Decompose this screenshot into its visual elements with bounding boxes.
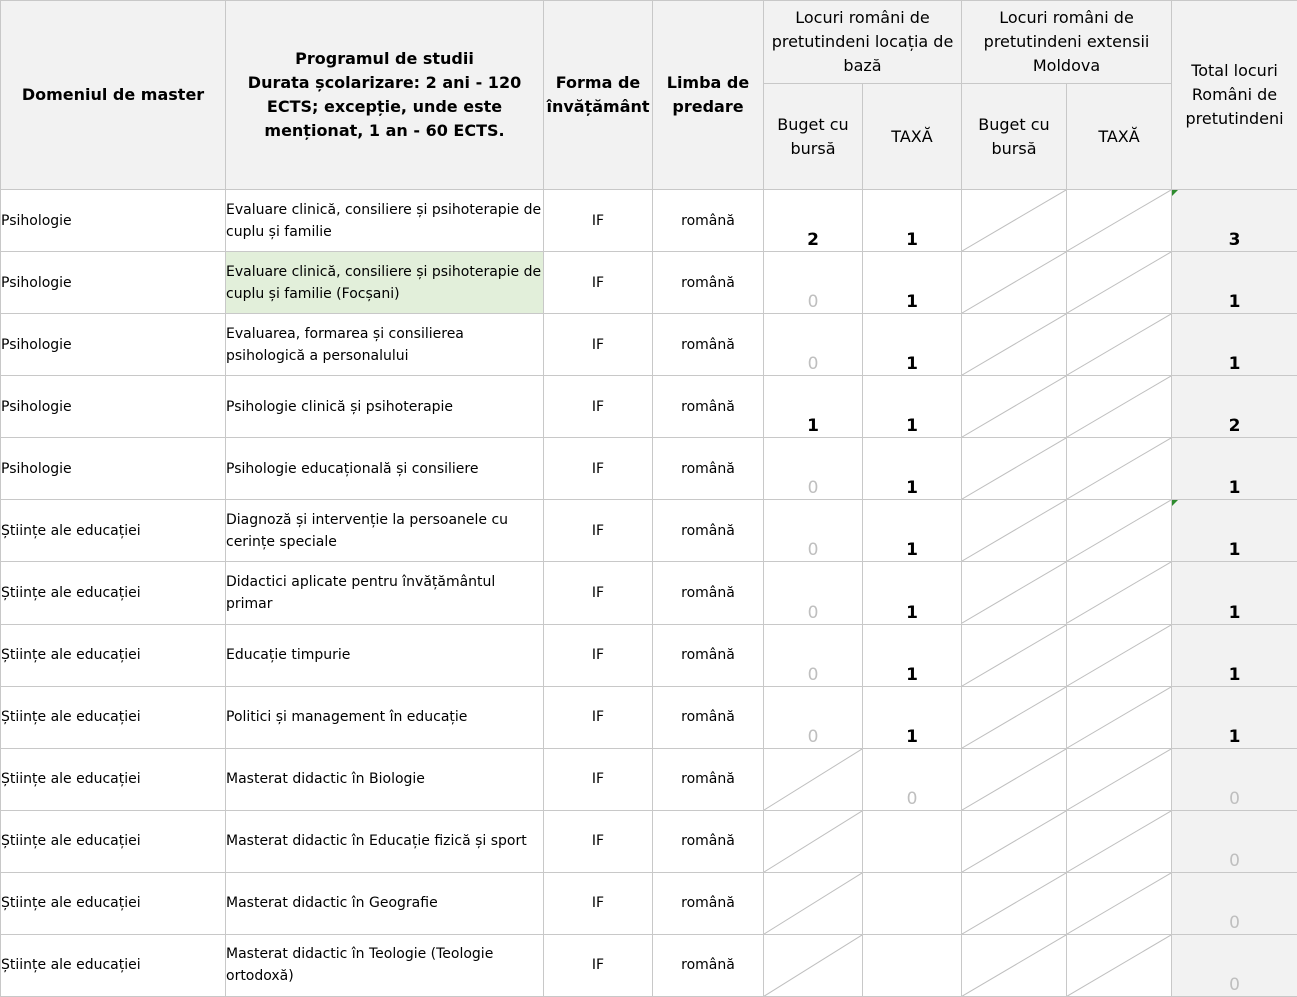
header-domain[interactable]: Domeniul de master — [1, 1, 226, 190]
cell-ext-buget[interactable] — [962, 810, 1067, 872]
comment-marker-icon — [1172, 190, 1178, 196]
cell-base-taxa[interactable] — [863, 934, 962, 996]
not-applicable-diagonal — [962, 376, 1066, 437]
total-value: 0 — [1229, 975, 1240, 995]
header-base-buget[interactable]: Buget cu bursă — [764, 84, 863, 190]
cell-ext-buget[interactable] — [962, 376, 1067, 438]
not-applicable-diagonal — [1067, 190, 1171, 251]
cell-ext-taxa[interactable] — [1067, 190, 1172, 252]
table-row — [1, 376, 1297, 438]
cell-ext-taxa[interactable] — [1067, 314, 1172, 376]
cell-total[interactable] — [1172, 314, 1297, 376]
cell-ext-buget[interactable] — [962, 500, 1067, 562]
cell-ext-taxa[interactable] — [1067, 438, 1172, 500]
cell-ext-buget[interactable] — [962, 872, 1067, 934]
table-row — [1, 748, 1297, 810]
not-applicable-diagonal — [962, 687, 1066, 748]
table-row — [1, 438, 1297, 500]
cell-domain[interactable]: Științe ale educației — [1, 562, 226, 624]
not-applicable-diagonal — [962, 935, 1066, 996]
cell-ext-taxa[interactable] — [1067, 624, 1172, 686]
comment-marker-icon — [1172, 500, 1178, 506]
total-value: 1 — [1228, 478, 1241, 499]
not-applicable-diagonal — [764, 749, 862, 810]
not-applicable-diagonal — [1067, 314, 1171, 375]
cell-base-buget[interactable]: 1 — [764, 376, 863, 438]
cell-base-buget[interactable] — [764, 748, 863, 810]
cell-ext-taxa[interactable] — [1067, 562, 1172, 624]
cell-domain[interactable]: Psihologie — [1, 376, 226, 438]
cell-base-buget[interactable] — [764, 872, 863, 934]
total-value: 0 — [1229, 850, 1240, 871]
cell-program[interactable]: Evaluare clinică, consiliere și psihoterapie de cuplu și familie — [226, 190, 544, 252]
cell-forma[interactable]: IF — [544, 624, 653, 686]
cell-total[interactable] — [1172, 562, 1297, 624]
not-applicable-diagonal — [1067, 252, 1171, 313]
cell-ext-taxa[interactable] — [1067, 748, 1172, 810]
cell-domain[interactable]: Științe ale educației — [1, 624, 226, 686]
cell-domain[interactable]: Psihologie — [1, 190, 226, 252]
not-applicable-diagonal — [1067, 873, 1171, 934]
header-ext-buget[interactable]: Buget cu bursă — [962, 84, 1067, 190]
header-group-base[interactable]: Locuri români de pretutindeni locația de bază — [764, 1, 962, 84]
cell-base-buget[interactable]: 0 — [764, 252, 863, 314]
not-applicable-diagonal — [962, 749, 1066, 810]
cell-limba[interactable]: română — [653, 686, 764, 748]
cell-limba[interactable]: română — [653, 872, 764, 934]
cell-base-taxa[interactable]: 1 — [863, 686, 962, 748]
header-program-duration: Durata școlarizare: 2 ani - 120 ECTS; excepție, unde este menționat, 1 an - 60 ECTS. — [247, 73, 522, 141]
cell-program[interactable]: Educație timpurie — [226, 624, 544, 686]
cell-forma[interactable]: IF — [544, 500, 653, 562]
cell-base-buget[interactable]: 0 — [764, 500, 863, 562]
cell-ext-buget[interactable] — [962, 624, 1067, 686]
cell-base-buget[interactable]: 0 — [764, 438, 863, 500]
cell-program[interactable]: Diagnoză și intervenție la persoanele cu cerințe speciale — [226, 500, 544, 562]
cell-forma[interactable]: IF — [544, 438, 653, 500]
cell-forma[interactable]: IF — [544, 190, 653, 252]
cell-forma[interactable]: IF — [544, 810, 653, 872]
total-value: 3 — [1228, 230, 1241, 251]
cell-domain[interactable]: Științe ale educației — [1, 686, 226, 748]
table-row — [1, 190, 1297, 252]
cell-ext-buget[interactable] — [962, 934, 1067, 996]
cell-forma[interactable]: IF — [544, 314, 653, 376]
header-forma[interactable]: Forma de învățământ — [544, 1, 653, 190]
cell-program[interactable]: Masterat didactic în Educație fizică și sport — [226, 810, 544, 872]
cell-domain[interactable]: Științe ale educației — [1, 872, 226, 934]
total-value: 1 — [1228, 354, 1241, 375]
cell-forma[interactable]: IF — [544, 686, 653, 748]
cell-domain[interactable]: Psihologie — [1, 252, 226, 314]
cell-program[interactable]: Masterat didactic în Geografie — [226, 872, 544, 934]
cell-total[interactable] — [1172, 686, 1297, 748]
not-applicable-diagonal — [1067, 811, 1171, 872]
table-row — [1, 810, 1297, 872]
not-applicable-diagonal — [962, 438, 1066, 499]
cell-base-taxa[interactable]: 1 — [863, 624, 962, 686]
total-value: 1 — [1228, 292, 1241, 313]
header-program-title: Programul de studii — [295, 49, 474, 69]
cell-forma[interactable]: IF — [544, 872, 653, 934]
cell-total[interactable] — [1172, 438, 1297, 500]
cell-total[interactable] — [1172, 500, 1297, 562]
cell-total[interactable] — [1172, 810, 1297, 872]
header-ext-taxa[interactable]: TAXĂ — [1067, 84, 1172, 190]
table-row — [1, 252, 1297, 314]
cell-base-buget[interactable] — [764, 810, 863, 872]
not-applicable-diagonal — [764, 935, 862, 996]
cell-base-buget[interactable]: 0 — [764, 314, 863, 376]
cell-ext-buget[interactable] — [962, 686, 1067, 748]
cell-forma[interactable]: IF — [544, 934, 653, 996]
cell-forma[interactable]: IF — [544, 376, 653, 438]
cell-ext-taxa[interactable] — [1067, 934, 1172, 996]
cell-base-taxa[interactable]: 1 — [863, 314, 962, 376]
not-applicable-diagonal — [962, 500, 1066, 561]
cell-forma[interactable]: IF — [544, 748, 653, 810]
cell-program[interactable]: Psihologie clinică și psihoterapie — [226, 376, 544, 438]
not-applicable-diagonal — [962, 314, 1066, 375]
cell-base-buget[interactable]: 0 — [764, 562, 863, 624]
cell-ext-buget[interactable] — [962, 314, 1067, 376]
cell-limba[interactable]: română — [653, 810, 764, 872]
cell-program[interactable]: Evaluare clinică, consiliere și psihoterapie de cuplu și familie (Focșani) — [226, 252, 544, 314]
not-applicable-diagonal — [1067, 625, 1171, 686]
cell-ext-taxa[interactable] — [1067, 686, 1172, 748]
cell-ext-taxa[interactable] — [1067, 252, 1172, 314]
not-applicable-diagonal — [962, 811, 1066, 872]
not-applicable-diagonal — [1067, 749, 1171, 810]
cell-program[interactable]: Evaluarea, formarea și consilierea psihologică a personalului — [226, 314, 544, 376]
cell-total[interactable] — [1172, 190, 1297, 252]
cell-ext-buget[interactable] — [962, 190, 1067, 252]
total-value: 2 — [1228, 416, 1241, 437]
cell-total[interactable] — [1172, 872, 1297, 934]
table-row — [1, 624, 1297, 686]
cell-program[interactable]: Didactici aplicate pentru învățământul primar — [226, 562, 544, 624]
cell-limba[interactable]: română — [653, 438, 764, 500]
total-value: 1 — [1228, 602, 1241, 623]
cell-base-taxa[interactable]: 1 — [863, 376, 962, 438]
cell-ext-buget[interactable] — [962, 438, 1067, 500]
cell-base-taxa[interactable]: 1 — [863, 562, 962, 624]
not-applicable-diagonal — [764, 811, 862, 872]
cell-limba[interactable]: română — [653, 500, 764, 562]
header-program[interactable] — [226, 1, 544, 190]
cell-total[interactable] — [1172, 624, 1297, 686]
cell-ext-taxa[interactable] — [1067, 376, 1172, 438]
cell-program[interactable]: Masterat didactic în Biologie — [226, 748, 544, 810]
total-value: 1 — [1228, 664, 1241, 685]
not-applicable-diagonal — [1067, 687, 1171, 748]
table-row — [1, 934, 1297, 996]
cell-limba[interactable]: română — [653, 190, 764, 252]
cell-forma[interactable]: IF — [544, 562, 653, 624]
cell-ext-taxa[interactable] — [1067, 872, 1172, 934]
cell-domain[interactable]: Științe ale educației — [1, 810, 226, 872]
cell-base-taxa[interactable]: 1 — [863, 438, 962, 500]
not-applicable-diagonal — [1067, 562, 1171, 623]
cell-limba[interactable]: română — [653, 624, 764, 686]
cell-ext-buget[interactable] — [962, 252, 1067, 314]
not-applicable-diagonal — [1067, 935, 1171, 996]
table-row — [1, 500, 1297, 562]
header-base-taxa[interactable]: TAXĂ — [863, 84, 962, 190]
not-applicable-diagonal — [1067, 500, 1171, 561]
cell-base-taxa[interactable] — [863, 810, 962, 872]
cell-limba[interactable]: română — [653, 376, 764, 438]
cell-domain[interactable]: Științe ale educației — [1, 500, 226, 562]
not-applicable-diagonal — [962, 562, 1066, 623]
cell-forma[interactable]: IF — [544, 252, 653, 314]
cell-base-buget[interactable]: 0 — [764, 624, 863, 686]
cell-ext-taxa[interactable] — [1067, 810, 1172, 872]
total-value: 0 — [1229, 788, 1240, 809]
table-row — [1, 314, 1297, 376]
cell-limba[interactable]: română — [653, 748, 764, 810]
cell-total[interactable] — [1172, 252, 1297, 314]
cell-limba[interactable]: română — [653, 314, 764, 376]
cell-domain[interactable]: Psihologie — [1, 314, 226, 376]
table-row — [1, 686, 1297, 748]
cell-limba[interactable]: română — [653, 934, 764, 996]
cell-ext-buget[interactable] — [962, 562, 1067, 624]
cell-base-taxa[interactable]: 0 — [863, 748, 962, 810]
cell-base-taxa[interactable]: 1 — [863, 252, 962, 314]
table-row — [1, 562, 1297, 624]
not-applicable-diagonal — [962, 625, 1066, 686]
cell-base-taxa[interactable]: 1 — [863, 500, 962, 562]
cell-program[interactable]: Masterat didactic în Teologie (Teologie ortodoxă) — [226, 934, 544, 996]
cell-base-taxa[interactable]: 1 — [863, 190, 962, 252]
total-value: 0 — [1229, 912, 1240, 933]
cell-base-buget[interactable]: 2 — [764, 190, 863, 252]
cell-domain[interactable]: Științe ale educației — [1, 934, 226, 996]
cell-total[interactable] — [1172, 376, 1297, 438]
not-applicable-diagonal — [764, 873, 862, 934]
cell-total[interactable] — [1172, 934, 1297, 996]
cell-limba[interactable]: română — [653, 252, 764, 314]
total-value: 1 — [1228, 540, 1241, 561]
cell-base-buget[interactable] — [764, 934, 863, 996]
cell-program[interactable]: Psihologie educațională și consiliere — [226, 438, 544, 500]
header-limba[interactable]: Limba de predare — [653, 1, 764, 190]
not-applicable-diagonal — [1067, 376, 1171, 437]
cell-ext-taxa[interactable] — [1067, 500, 1172, 562]
cell-total[interactable] — [1172, 748, 1297, 810]
cell-base-buget[interactable]: 0 — [764, 686, 863, 748]
not-applicable-diagonal — [962, 252, 1066, 313]
header-row-1 — [1, 1, 1297, 84]
not-applicable-diagonal — [962, 190, 1066, 251]
cell-limba[interactable]: română — [653, 562, 764, 624]
total-value: 1 — [1228, 726, 1241, 747]
cell-program[interactable]: Politici și management în educație — [226, 686, 544, 748]
cell-base-taxa[interactable] — [863, 872, 962, 934]
header-total[interactable]: Total locuri Români de pretutindeni — [1172, 1, 1297, 190]
header-group-extension[interactable]: Locuri români de pretutindeni extensii Moldova — [962, 1, 1172, 84]
not-applicable-diagonal — [962, 873, 1066, 934]
cell-domain[interactable]: Psihologie — [1, 438, 226, 500]
not-applicable-diagonal — [1067, 438, 1171, 499]
table-row — [1, 872, 1297, 934]
cell-domain[interactable]: Științe ale educației — [1, 748, 226, 810]
cell-ext-buget[interactable] — [962, 748, 1067, 810]
